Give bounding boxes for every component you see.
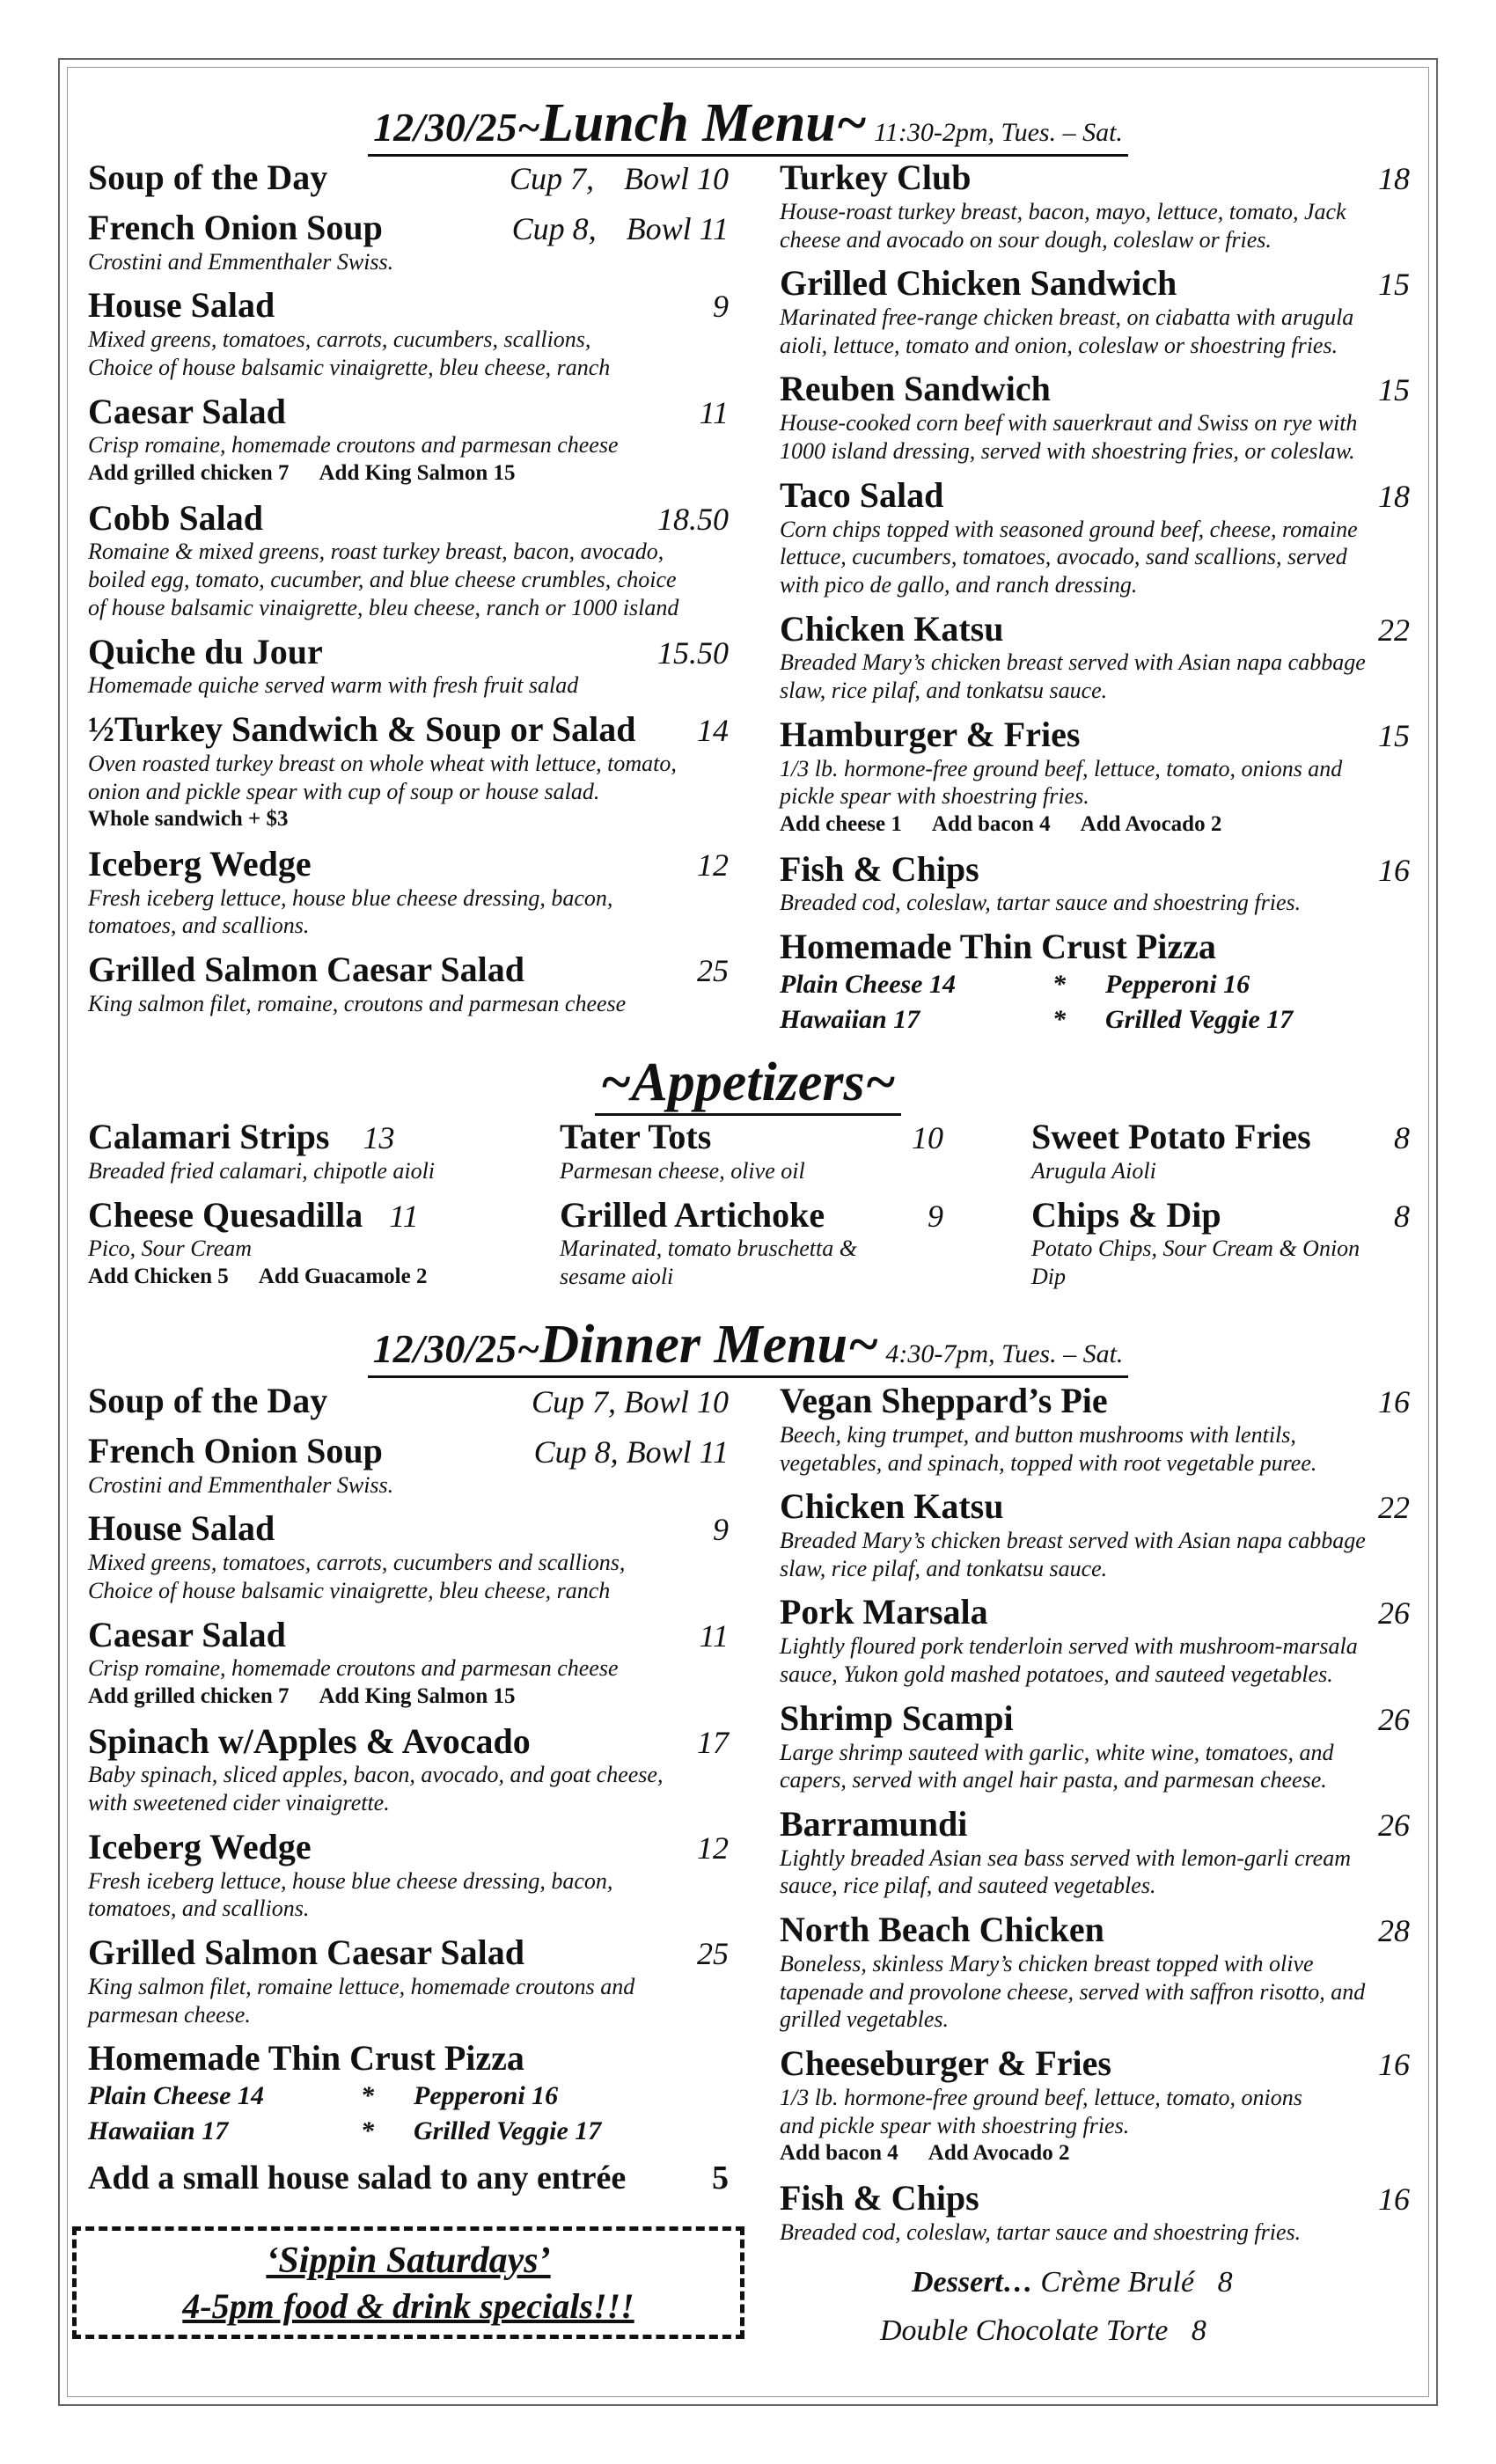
item-name: Hamburger & Fries [780, 714, 1081, 754]
item-price: 18 [1378, 161, 1410, 196]
pizza-separator: * [361, 2081, 374, 2111]
item-name: Fish & Chips [780, 848, 979, 889]
item-name: Homemade Thin Crust Pizza [780, 927, 1216, 967]
addon: Add King Salmon 15 [319, 461, 516, 486]
promo-title: ‘Sippin Saturdays’ [266, 2240, 551, 2281]
item-price: 16 [1378, 852, 1410, 888]
item-price: 13 [363, 1120, 395, 1155]
item-name: Sweet Potato Fries [1031, 1117, 1311, 1156]
item-name: Chicken Katsu [780, 608, 1004, 649]
item-cup-price: Cup 7, [509, 161, 594, 196]
item-price: 28 [1378, 1913, 1410, 1949]
menu-item [88, 950, 729, 1018]
item-price: 22 [1378, 612, 1410, 648]
item-price: 8 [1394, 1198, 1410, 1234]
pizza-options-row [88, 2079, 729, 2114]
addon: Add Avocado 2 [928, 2141, 1070, 2166]
pizza-option: Plain Cheese 14 [88, 2081, 264, 2111]
menu-item [780, 2044, 1410, 2168]
item-description: Breaded cod, coleslaw, tartar sauce and shoestring fries. [780, 890, 1302, 916]
item-description: Lightly breaded Asian sea bass served with lemon-garli cream [780, 1844, 1351, 1871]
item-description: Breaded Mary’s chicken breast served with Asian napa cabbage [780, 1528, 1366, 1554]
menu-item [780, 264, 1410, 359]
item-name: Grilled Chicken Sandwich [780, 263, 1177, 304]
item-name: French Onion Soup [88, 1430, 383, 1470]
item-name: Caesar Salad [88, 1614, 286, 1654]
add-salad-note [88, 2159, 729, 2197]
item-name: House Salad [88, 285, 275, 326]
item-description: Mixed greens, tomatoes, carrots, cucumbers and scallions, [88, 1550, 626, 1576]
item-description: grilled vegetables. [780, 2006, 950, 2033]
item-description: tomatoes, and scallions. [88, 913, 310, 939]
menu-item [88, 845, 729, 940]
item-price: 25 [697, 1936, 729, 1972]
appetizers-header [0, 1054, 1496, 1116]
item-description: House-cooked corn beef with sauerkraut and Swiss on rye with [780, 410, 1358, 436]
pizza-options-row [780, 967, 1410, 1002]
item-description: Mixed greens, tomatoes, carrots, cucumbers, scallions, [88, 326, 591, 353]
item-description: Pico, Sour Cream [88, 1236, 253, 1262]
dinner-right-column [780, 1382, 1410, 2256]
item-price: 25 [697, 953, 729, 988]
add-salad-text: Add a small house salad to any entrée [88, 2160, 627, 2197]
pizza-options-row [780, 1002, 1410, 1038]
menu-item [1031, 1118, 1410, 1185]
menu-item [780, 928, 1410, 1037]
lunch-hours: 11:30-2pm, Tues. – Sat. [874, 118, 1123, 147]
item-description: capers, served with angel hair pasta, and parmesan cheese. [780, 1767, 1327, 1793]
item-description: Dip [1031, 1264, 1066, 1290]
item-description: Potato Chips, Sour Cream & Onion [1031, 1236, 1360, 1262]
item-description: with sweetened cider vinaigrette. [88, 1790, 390, 1816]
item-price: 26 [1378, 1595, 1410, 1632]
item-name: Quiche du Jour [88, 631, 323, 671]
menu-item [780, 370, 1410, 465]
item-name: Taco Salad [780, 474, 944, 515]
addon: Add King Salmon 15 [319, 1684, 516, 1709]
dessert-block [880, 2258, 1373, 2355]
menu-item [88, 286, 729, 381]
item-bowl-price: Bowl 11 [626, 210, 729, 246]
item-price: 15.50 [657, 634, 729, 671]
pizza-separator: * [1052, 1004, 1066, 1034]
item-description: Parmesan cheese, olive oil [560, 1157, 805, 1184]
menu-item [88, 1509, 729, 1604]
item-description: Crisp romaine, homemade croutons and parmesan cheese [88, 1655, 619, 1682]
menu-item [780, 1910, 1410, 2034]
item-addons [88, 459, 729, 488]
item-description: 1000 island dressing, served with shoestring fries, or coleslaw. [780, 437, 1355, 464]
item-price: 11 [699, 394, 729, 430]
pizza-separator: * [361, 2116, 374, 2145]
item-description: Corn chips topped with seasoned ground beef, cheese, romaine [780, 516, 1358, 542]
pizza-option: Grilled Veggie 17 [1105, 1004, 1294, 1034]
pizza-option: Pepperoni 16 [1105, 969, 1250, 999]
item-description: boiled egg, tomato, cucumber, and blue cheese crumbles, choice [88, 567, 677, 593]
addon: Add Avocado 2 [1080, 812, 1222, 837]
item-addons [780, 2139, 1410, 2168]
item-description: and pickle spear with shoestring fries. [780, 2112, 1130, 2138]
item-description: Romaine & mixed greens, roast turkey breast, bacon, avocado, [88, 539, 664, 565]
item-cup-price: Cup 8, [511, 210, 597, 246]
item-price: 12 [697, 1830, 729, 1866]
item-description: Arugula Aioli [1031, 1157, 1156, 1184]
item-name: Barramundi [780, 1803, 968, 1844]
item-description: tomatoes, and scallions. [88, 1896, 310, 1922]
menu-item [88, 392, 729, 488]
item-name: Chips & Dip [1031, 1194, 1221, 1235]
item-addons [88, 1683, 729, 1712]
appetizers-column-2 [560, 1118, 943, 1302]
sippin-saturdays-box [72, 2226, 744, 2339]
menu-item [88, 710, 729, 834]
item-description: Homemade quiche served warm with fresh fruit salad [88, 672, 579, 699]
item-bowl-price: Bowl 10 [623, 161, 729, 196]
addon: Add Chicken 5 [88, 1265, 229, 1289]
item-addons [780, 810, 1410, 840]
item-price: 15 [1378, 717, 1410, 753]
pizza-options-row [88, 2114, 729, 2149]
item-name: Calamari Strips [88, 1117, 330, 1156]
menu-item [780, 610, 1410, 705]
item-description: sauce, Yukon gold mashed potatoes, and sauteed vegetables. [780, 1661, 1333, 1687]
item-description: slaw, rice pilaf, and tonkatsu sauce. [780, 678, 1108, 704]
item-addons: Whole sandwich + $3 [88, 807, 289, 832]
pizza-option: Grilled Veggie 17 [414, 2116, 602, 2145]
item-description: King salmon filet, romaine lettuce, homemade croutons and [88, 1973, 635, 1999]
item-description: Large shrimp sauteed with garlic, white wine, tomatoes, and [780, 1739, 1334, 1765]
appetizers-column-3 [1031, 1118, 1410, 1302]
item-description: of house balsamic vinaigrette, bleu cheese, ranch or 1000 island [88, 594, 679, 620]
dinner-left-column [88, 1382, 729, 2197]
item-description: Marinated, tomato bruschetta & [560, 1236, 857, 1262]
item-price: 9 [713, 289, 729, 325]
item-name: Turkey Club [780, 158, 972, 197]
item-description: House-roast turkey breast, bacon, mayo, lettuce, tomato, Jack [780, 198, 1346, 224]
item-price: 8 [1394, 1120, 1410, 1155]
item-price: 15 [1378, 267, 1410, 303]
addon: Add Guacamole 2 [258, 1265, 428, 1289]
dessert-line [880, 2258, 1373, 2306]
addon: Add bacon 4 [931, 812, 1051, 837]
item-price: 22 [1378, 1490, 1410, 1526]
item-description: sesame aioli [560, 1264, 674, 1290]
item-sizes: Cup 8, Bowl 11 [533, 1434, 729, 1470]
item-name: Shrimp Scampi [780, 1698, 1014, 1738]
menu-item [780, 850, 1410, 918]
menu-item [780, 1805, 1410, 1900]
item-price: 12 [697, 847, 729, 883]
item-description: Marinated free-range chicken breast, on ciabatta with arugula [780, 304, 1354, 331]
appetizers-title: ~Appetizers~ [600, 1052, 896, 1112]
item-name: Vegan Sheppard’s Pie [780, 1381, 1108, 1420]
item-price: 26 [1378, 1807, 1410, 1843]
item-description: Fresh iceberg lettuce, house blue cheese dressing, bacon, [88, 884, 613, 911]
dinner-title: Dinner Menu~ [539, 1315, 879, 1375]
item-price: 9 [928, 1198, 943, 1234]
item-description: tapenade and provolone cheese, served with saffron risotto, and [780, 1978, 1366, 2005]
menu-item [88, 2039, 729, 2148]
item-description: Crisp romaine, homemade croutons and parmesan cheese [88, 432, 619, 458]
item-description: onion and pickle spear with cup of soup or house salad. [88, 778, 600, 804]
menu-item [88, 1828, 729, 1923]
item-description: Choice of house balsamic vinaigrette, bleu cheese, ranch [88, 1577, 611, 1603]
dinner-header [0, 1316, 1496, 1378]
item-price: 15 [1378, 372, 1410, 408]
lunch-title: Lunch Menu~ [539, 93, 868, 153]
item-description: King salmon filet, romaine, croutons and parmesan cheese [88, 990, 627, 1016]
item-description: Breaded cod, coleslaw, tartar sauce and shoestring fries. [780, 2218, 1302, 2245]
item-name: Soup of the Day [88, 1381, 328, 1420]
item-name: Grilled Artichoke [560, 1194, 825, 1235]
item-name: Spinach w/Apples & Avocado [88, 1720, 531, 1761]
item-description: Crostini and Emmenthaler Swiss. [88, 1471, 394, 1498]
item-price: 26 [1378, 1701, 1410, 1737]
item-description: Oven roasted turkey breast on whole wheat with lettuce, tomato, [88, 750, 677, 776]
item-description: Crostini and Emmenthaler Swiss. [88, 248, 394, 275]
item-price: 17 [697, 1724, 729, 1760]
item-description: Fresh iceberg lettuce, house blue cheese dressing, bacon, [88, 1867, 613, 1894]
addon: Add bacon 4 [780, 2141, 898, 2166]
item-description: vegetables, and spinach, topped with root vegetable puree. [780, 1449, 1317, 1476]
item-name: Chicken Katsu [780, 1486, 1004, 1527]
addon: Add grilled chicken 7 [88, 1684, 290, 1709]
item-description: slaw, rice pilaf, and tonkatsu sauce. [780, 1555, 1108, 1581]
item-description: Boneless, skinless Mary’s chicken breast topped with olive [780, 1950, 1314, 1976]
menu-item [780, 1487, 1410, 1582]
item-name: Caesar Salad [88, 391, 286, 431]
item-price: 9 [713, 1512, 729, 1548]
dessert-item: Double Chocolate Torte [880, 2314, 1169, 2348]
item-name: Iceberg Wedge [88, 843, 312, 884]
item-price: 16 [1378, 1384, 1410, 1419]
item-description: Choice of house balsamic vinaigrette, bleu cheese, ranch [88, 354, 611, 380]
menu-item [88, 499, 729, 622]
menu-item [780, 1382, 1410, 1477]
item-description: Breaded fried calamari, chipotle aioli [88, 1157, 436, 1184]
item-description: Lightly floured pork tenderloin served with mushroom-marsala [780, 1633, 1358, 1660]
pizza-option: Hawaiian 17 [88, 2116, 229, 2145]
lunch-header [0, 95, 1496, 157]
dessert-price: 8 [1217, 2266, 1233, 2299]
menu-item [560, 1118, 943, 1185]
item-price: 16 [1378, 2047, 1410, 2083]
item-price: 11 [389, 1198, 419, 1234]
item-name: House Salad [88, 1508, 275, 1549]
item-sizes: Cup 7, Bowl 10 [531, 1384, 729, 1419]
menu-item [88, 158, 729, 198]
item-addons [88, 1263, 475, 1292]
promo-subtitle: 4-5pm food & drink specials!!! [182, 2285, 634, 2326]
menu-item [780, 715, 1410, 840]
item-description: cheese and avocado on sour dough, coleslaw or fries. [780, 226, 1272, 253]
item-description: sauce, rice pilaf, and sauteed vegetables. [780, 1873, 1156, 1899]
menu-item [1031, 1196, 1410, 1291]
item-name: Tater Tots [560, 1117, 712, 1156]
addon: Add cheese 1 [780, 812, 902, 837]
pizza-separator: * [1052, 969, 1066, 999]
item-description: aioli, lettuce, tomato and onion, coleslaw or shoestring fries. [780, 332, 1338, 358]
dessert-line [880, 2306, 1373, 2355]
item-price: 18 [1378, 478, 1410, 514]
item-name: Grilled Salmon Caesar Salad [88, 1932, 524, 1973]
item-name: French Onion Soup [88, 207, 383, 247]
menu-item [88, 633, 729, 700]
dinner-hours: 4:30-7pm, Tues. – Sat. [885, 1339, 1124, 1368]
lunch-left-column [88, 158, 729, 1029]
item-name: Fish & Chips [780, 2177, 979, 2218]
item-name: Pork Marsala [780, 1592, 988, 1632]
menu-item [780, 476, 1410, 599]
add-salad-price: 5 [712, 2160, 729, 2197]
dessert-label: Dessert… [912, 2266, 1033, 2299]
item-name: Cobb Salad [88, 497, 263, 538]
item-name: ½Turkey Sandwich & Soup or Salad [88, 709, 636, 750]
item-name: Cheeseburger & Fries [780, 2043, 1111, 2084]
menu-item [560, 1196, 943, 1291]
dessert-price: 8 [1191, 2314, 1206, 2348]
menu-item [780, 2179, 1410, 2247]
item-price: 14 [697, 713, 729, 749]
item-name: Soup of the Day [88, 158, 328, 197]
item-price: 10 [912, 1120, 943, 1155]
menu-item [88, 1196, 475, 1292]
menu-item [780, 1593, 1410, 1688]
item-description: 1/3 lb. hormone-free ground beef, lettuce, tomato, onions [780, 2084, 1302, 2110]
menu-item [88, 1382, 729, 1421]
item-name: Grilled Salmon Caesar Salad [88, 950, 524, 989]
menu-item [88, 1118, 475, 1185]
item-description: pickle spear with shoestring fries. [780, 783, 1089, 810]
lunch-date: 12/30/25~ [373, 105, 540, 150]
menu-item [88, 1722, 729, 1817]
item-description: Baby spinach, sliced apples, bacon, avocado, and goat cheese, [88, 1762, 664, 1788]
item-name: Homemade Thin Crust Pizza [88, 2038, 524, 2079]
item-description: 1/3 lb. hormone-free ground beef, lettuce, tomato, onions and [780, 755, 1343, 781]
menu-item [780, 1699, 1410, 1794]
menu-item [88, 1432, 729, 1500]
item-name: Reuben Sandwich [780, 369, 1051, 409]
item-name: Cheese Quesadilla [88, 1194, 363, 1235]
menu-item [88, 1616, 729, 1712]
appetizers-column-1 [88, 1118, 475, 1302]
menu-item [88, 1933, 729, 2028]
item-description: with pico de gallo, and ranch dressing. [780, 571, 1138, 598]
lunch-right-column [780, 158, 1410, 1047]
pizza-option: Plain Cheese 14 [780, 969, 956, 999]
dinner-date: 12/30/25~ [372, 1326, 540, 1371]
menu-item [780, 158, 1410, 253]
item-description: parmesan cheese. [88, 2001, 251, 2028]
item-price: 18.50 [657, 501, 729, 537]
item-name: North Beach Chicken [780, 1910, 1104, 1950]
item-price: 11 [699, 1617, 729, 1654]
item-description: Beech, king trumpet, and button mushrooms with lentils, [780, 1421, 1296, 1448]
item-price: 16 [1378, 2181, 1410, 2217]
menu-item [88, 209, 729, 276]
item-description: Breaded Mary’s chicken breast served with Asian napa cabbage [780, 649, 1366, 676]
pizza-option: Pepperoni 16 [414, 2081, 559, 2111]
pizza-option: Hawaiian 17 [780, 1004, 920, 1034]
item-name: Iceberg Wedge [88, 1826, 312, 1866]
item-description: lettuce, cucumbers, tomatoes, avocado, sand scallions, served [780, 544, 1347, 570]
dessert-item: Crème Brulé [1040, 2266, 1195, 2299]
addon: Add grilled chicken 7 [88, 461, 290, 486]
